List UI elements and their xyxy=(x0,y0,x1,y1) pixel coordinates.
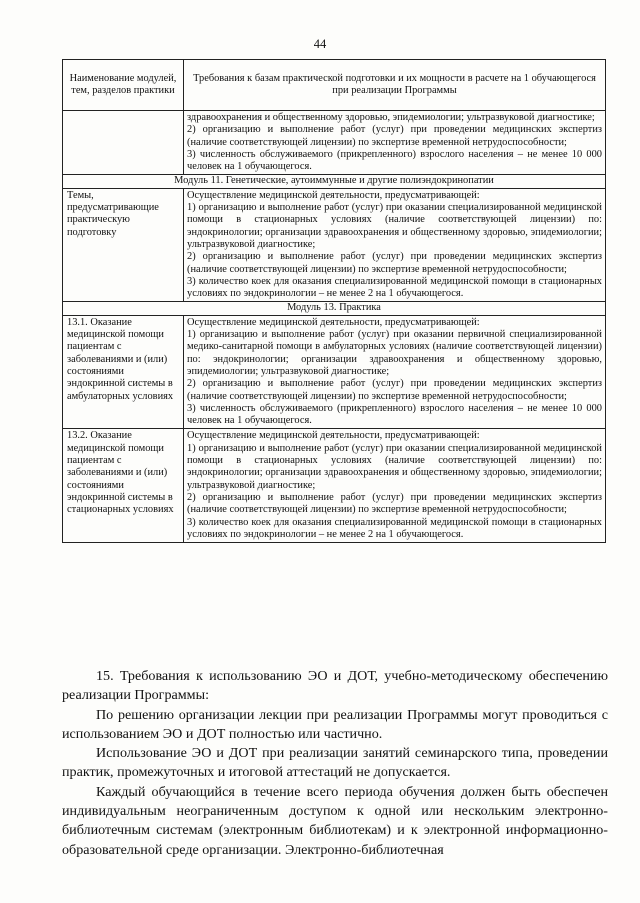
paragraph: По решению организации лекции при реализации Программы могут проводиться с использованием ЭО и ДОТ полностью или частично. xyxy=(62,706,608,742)
requirement-line: 2) организацию и выполнение работ (услуг) при проведении медицинских экспертиз (наличие соответствующей лицензии) по экспертизе временной нетрудоспособности; xyxy=(187,124,602,148)
requirement-line: Осуществление медицинской деятельности, предусматривающей: xyxy=(187,430,480,442)
header-requirements-column: Требования к базам практической подготовки и их мощности в расчете на 1 обучающегося при реализации Программы xyxy=(184,60,606,111)
table-row-module-11 xyxy=(63,188,606,302)
table-header-row xyxy=(63,60,606,111)
body-text xyxy=(62,667,608,860)
requirement-line: 1) организацию и выполнение работ (услуг) при оказании первичной специализированной медико-санитарной помощи в амбулаторных условиях (наличие соответствующей лицензии) по: эндокринологии; организации здравоохранения и общественному здоровью, эпидемиологии; ультразвуковой диагностике; xyxy=(187,329,602,377)
requirement-line: 1) организацию и выполнение работ (услуг) при оказании специализированной медицинской помощи в стационарных условиях (наличие соответствующей лицензии) по: эндокринологии; организации здравоохранения и общественному здоровью, эпидемиологии; ультразвуковой диагностике; xyxy=(187,202,602,250)
section-13-2-cell: 13.2. Оказание медицинской помощи пациентам с заболеваниями и (или) состояниями эндокринной системы в стационарных условиях xyxy=(63,429,184,543)
table-row-continuation xyxy=(63,111,606,175)
section-13-2-requirements-cell xyxy=(184,429,606,543)
module-13-title: Модуль 13. Практика xyxy=(63,302,606,315)
requirement-line: 3) численность обслуживаемого (прикрепленного) взрослого населения – не менее 10 000 человек на 1 обучающегося. xyxy=(187,402,602,427)
paragraph-15-heading: 15. Требования к использованию ЭО и ДОТ, учебно-методическому обеспечению реализации Программы: xyxy=(62,668,608,704)
requirement-line: Осуществление медицинской деятельности, предусматривающей: xyxy=(187,316,480,328)
table-row-13-2 xyxy=(63,429,606,543)
requirement-line: 3) численность обслуживаемого (прикрепленного) взрослого населения – не менее 10 000 человек на 1 обучающегося. xyxy=(187,148,602,173)
module-11-requirements-cell xyxy=(184,188,606,302)
continuation-left-cell xyxy=(63,111,184,175)
continuation-requirements-cell xyxy=(184,111,606,175)
requirement-line: Осуществление медицинской деятельности, предусматривающей: xyxy=(187,189,480,201)
module-11-topic-cell: Темы, предусматривающие практическую подготовку xyxy=(63,188,184,302)
requirement-line: 2) организацию и выполнение работ (услуг) при проведении медицинских экспертиз (наличие соответствующей лицензии) по экспертизе временной нетрудоспособности; xyxy=(187,251,602,275)
section-13-1-cell: 13.1. Оказание медицинской помощи пациентам с заболеваниями и (или) состояниями эндокринной системы в амбулаторных условиях xyxy=(63,315,184,429)
module-11-title: Модуль 11. Генетические, аутоиммунные и другие полиэндокринопатии xyxy=(63,175,606,188)
module-13-title-row xyxy=(63,302,606,315)
paragraph: Каждый обучающийся в течение всего периода обучения должен быть обеспечен индивидуальным неограниченным доступом к одной или нескольким электронно-библиотечным системам (электронным библиотекам) и к электронной информационно-образовательной среде организации. Электронно-библиотечная xyxy=(62,783,608,858)
requirement-line: 1) организацию и выполнение работ (услуг) при оказании специализированной медицинской помощи в стационарных условиях (наличие соответствующей лицензии) по: эндокринологии; организации здравоохранения и общественному здоровью, эпидемиологии; ультразвуковой диагностике; xyxy=(187,442,602,491)
page-number: 44 xyxy=(313,37,327,51)
header-module-column: Наименование модулей, тем, разделов практики xyxy=(63,60,184,111)
requirement-line: 2) организацию и выполнение работ (услуг) при проведении медицинских экспертиз (наличие соответствующей лицензии) по экспертизе временной нетрудоспособности; xyxy=(187,491,602,516)
section-13-1-requirements-cell xyxy=(184,315,606,429)
module-11-title-row xyxy=(63,175,606,188)
requirement-line: 3) количество коек для оказания специализированной медицинской помощи в стационарных условиях по эндокринологии – не менее 2 на 1 обучающегося. xyxy=(187,516,602,540)
table-row-13-1 xyxy=(63,315,606,429)
requirement-line: 2) организацию и выполнение работ (услуг) при проведении медицинских экспертиз (наличие соответствующей лицензии) по экспертизе временной нетрудоспособности; xyxy=(187,378,602,402)
requirement-line: здравоохранения и общественному здоровью, эпидемиологии; ультразвуковой диагностике; xyxy=(187,112,595,123)
paragraph: Использование ЭО и ДОТ при реализации занятий семинарского типа, проведении практик, промежуточных и итоговой аттестаций не допускается. xyxy=(62,745,608,781)
practice-requirements-table xyxy=(62,59,606,543)
requirement-line: 3) количество коек для оказания специализированной медицинской помощи в стационарных условиях по эндокринологии – не менее 2 на 1 обучающегося. xyxy=(187,275,602,300)
